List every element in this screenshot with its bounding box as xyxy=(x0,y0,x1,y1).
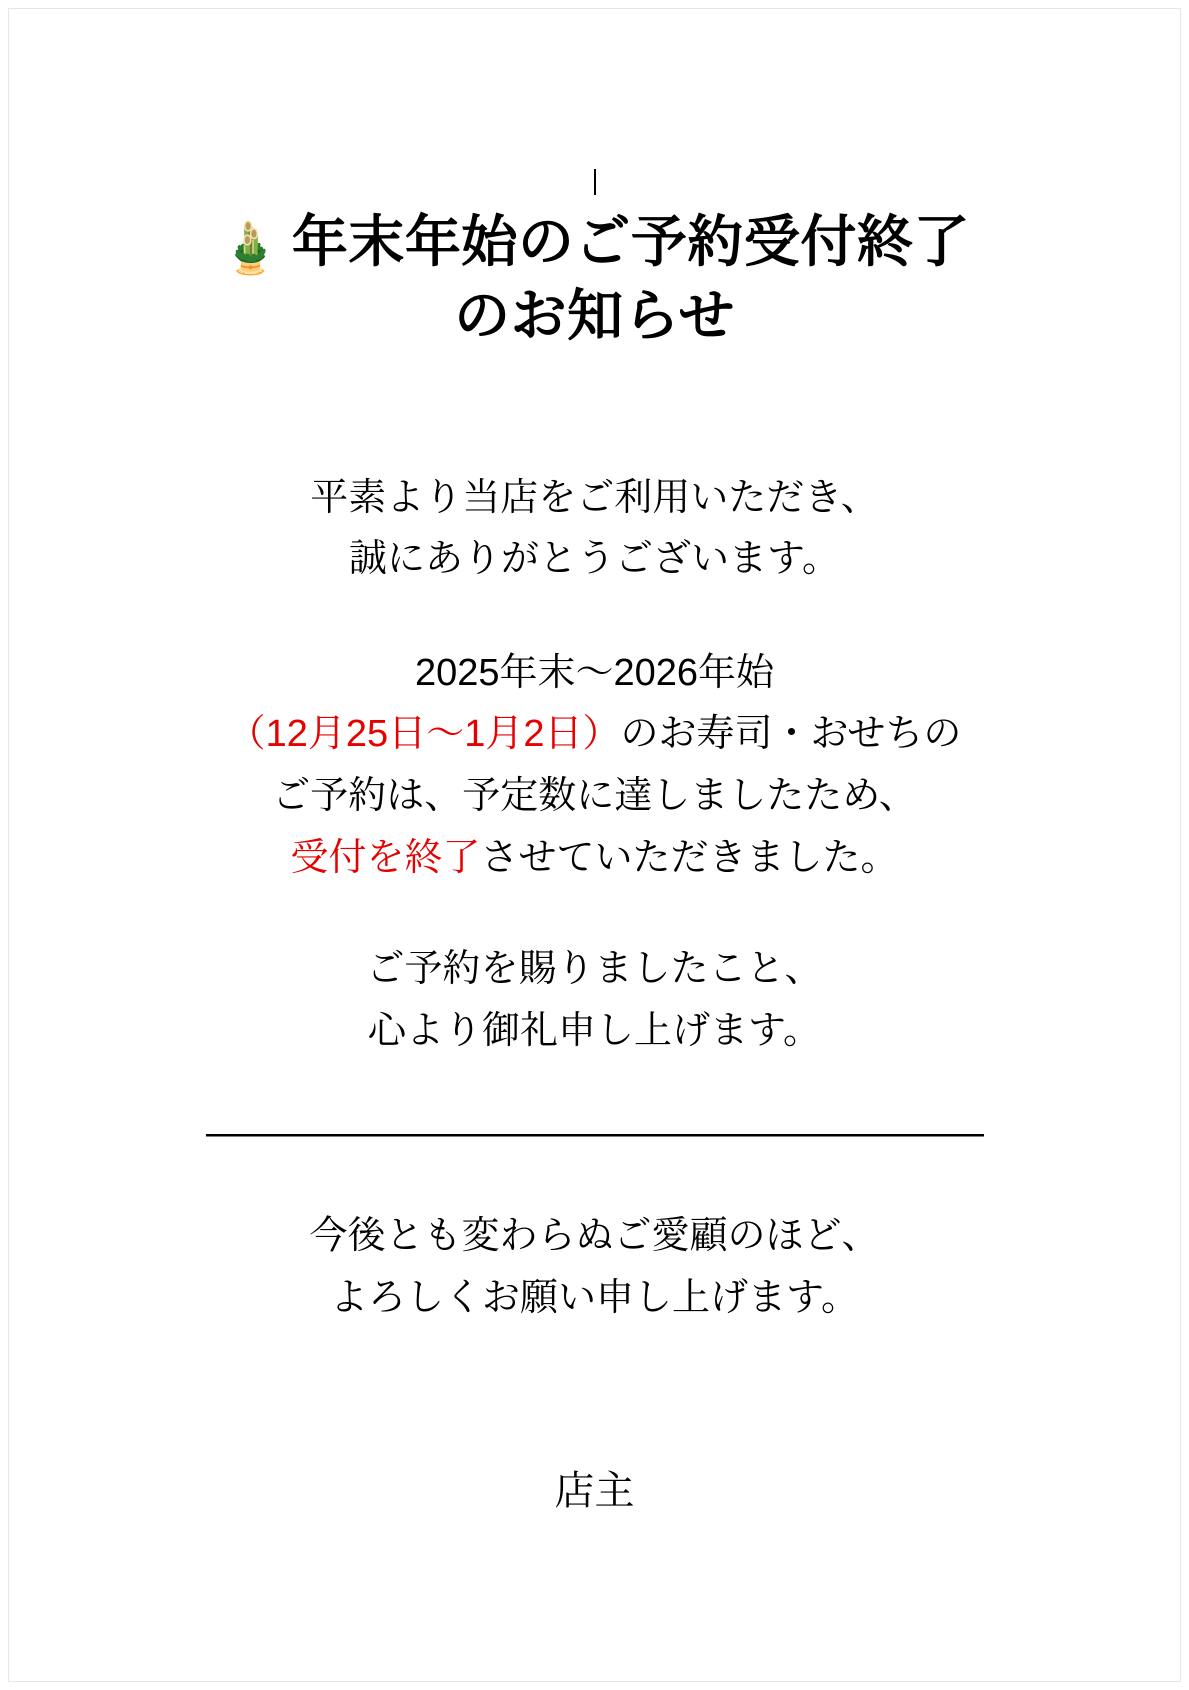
kadomatsu-icon: 🎍 xyxy=(219,220,282,276)
main-line-4-rest: させていただきました。 xyxy=(480,836,899,879)
reservation-period-highlight: （12月25日〜1月2日） xyxy=(227,713,621,756)
thanks-line-1: ご予約を賜りましたこと、 xyxy=(366,948,823,991)
caret-mark xyxy=(594,169,596,195)
paper-sheet xyxy=(8,8,1181,1682)
greeting-paragraph xyxy=(119,468,1070,591)
main-line-1: 2025年末〜2026年始 xyxy=(414,651,775,694)
page-title-line-2: のお知らせ xyxy=(454,283,735,347)
main-line-3: ご予約は、予定数に達しましたため、 xyxy=(272,775,917,817)
main-line-2-rest: のお寿司・おせちの xyxy=(620,713,962,756)
main-paragraph xyxy=(119,643,1070,889)
closed-highlight: 受付を終了 xyxy=(290,836,481,879)
page-title-line-1: 年末年始のご予約受付終了 xyxy=(291,210,970,273)
closing-line-1: 今後とも変わらぬご愛顧のほど、 xyxy=(309,1215,880,1258)
thanks-paragraph xyxy=(119,939,1070,1062)
signature: 店主 xyxy=(554,1469,635,1514)
page-title xyxy=(119,205,1070,353)
closing-line-2: よろしくお願い申し上げます。 xyxy=(330,1276,859,1319)
closing-paragraph xyxy=(119,1206,1070,1329)
greeting-line-1: 平素より当店をご利用いただき、 xyxy=(310,476,879,519)
greeting-line-2: 誠にありがとうございます。 xyxy=(349,538,840,581)
thanks-line-2: 心より御礼申し上げます。 xyxy=(368,1009,821,1052)
section-divider: ————————————————————— xyxy=(206,1114,983,1153)
notice-content xyxy=(9,9,1180,1521)
